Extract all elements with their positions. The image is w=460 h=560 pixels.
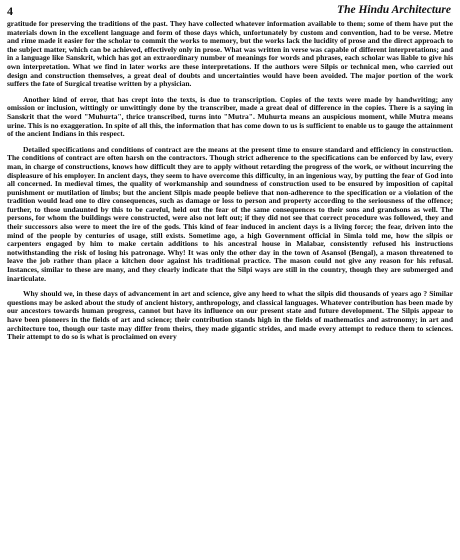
paragraph: Why should we, in these days of advancement in art and science, give any heed to what the silpis did thousands of years ago ? Similar questions may be asked about the study of ancient history, anthropology, and classical languages. Whatever contribution has been made by our ancestors towards human progress, cannot but have its influence on our present state and future development. The Silpis appear to have been pioneers in the fields of art and science; their contribution stands high in the fields of mathematics and astronomy; in art and architecture too, though our taste may differ from theirs, they made gigantic strides, and made every attempt to reduce them to sciences. Their attempt to do so is what is proclaimed on every — [7, 289, 453, 342]
body-text — [7, 20, 453, 342]
page-number: 4 — [7, 4, 13, 18]
paragraph: Another kind of error, that has crept into the texts, is due to transcription. Copies of the texts were made by handwriting; any omission or inclusion, wittingly or unwittingly done by the transcriber, made a great deal of difference in the copies. There is a saying in Sanskrit that the word "Muhurta", thrice transcribed, turns into "Mutra". Muhurta means an auspicious moment, while Mutra means urine. This is no exaggeration. In spite of all this, the information that has come down to us is sufficient to enable us to gauge the attainment of the ancient Indians in this respect. — [7, 94, 453, 139]
page-header — [7, 3, 453, 20]
running-title: The Hindu Architecture — [337, 4, 451, 16]
paragraph: Detailed specifications and conditions of contract are the means at the present time to ensure standard and efficiency in construction. The conditions of contract are often harsh on the contractors. Though strict adherence to the specifications can be enforced by law, every man, in charge of constructions, knows how difficult they are to apply without retarding the progress of the work, or without incurring the displeasure of his employer. In ancient days, they seem to have overcome this difficulty, in an ingenious way, by putting the fear of God into all concerned. In medieval times, the quality of workmanship and soundness of construction used to be ensured by imposition of capital punishment or mutilation of limbs; but the ancient Silpis made people believe that non-adherence to the specification or a violation of the tradition would lead one to dire consequences, such as damage or loss to person and property according to the seriousness of the offence; further, to those undaunted by this to be careful, held out the fear of the same consequences to their sons and grandsons as well. The persons, for whom the buildings were constructed, were also not left out; if they did not see that correct procedure was followed, they and their successors also were to meet the ire of the gods. This kind of fear induced in ancient days is a living force; the fear, driven into the mind of the people by centuries of usage, still exists. Sometime ago, a high Government official in Simla told me, how the silpis or carpenters engaged by him to make certain additions to his ancestral house in Malabar, consistently refused his instructions notwithstanding the risk of losing his patronage. Why! It was only the other day in the town of Asansol (Bengal), a mason threatened to leave the job rather than place a kitchen door against his traditional practice. The mason could not give any reason for his refusal. Instances, similar to these are many, and they clearly indicate that the Silpi ways are still in the country, though they are submerged and inarticulate. — [7, 144, 453, 283]
paragraph: gratitude for preserving the traditions of the past. They have collected whatever information available to them; some of them have put the materials down in the excellent language and form of those days which, unfortunately by custom and convention, had to be verse. Metre and rime made it easier for the scholar to commit the works to memory, but the works lack the lucidity of prose and the direct approach to the subject matter, which can be achieved, effectively only in prose. What was written in verse was capable of different interpretations; and in a language like Sanskrit, which has got an extraordinary number of meanings for words and phrases, each scholar was liable to give his own interpretation. What we find in later works are these interpretations. If the authors were Silpis or technical men, who carried out design and construction themselves, a great deal of doubts and uncertainties would have been avoided. The major portion of the work suffers the fate of Surgical treatise written by a physician. — [7, 19, 453, 89]
